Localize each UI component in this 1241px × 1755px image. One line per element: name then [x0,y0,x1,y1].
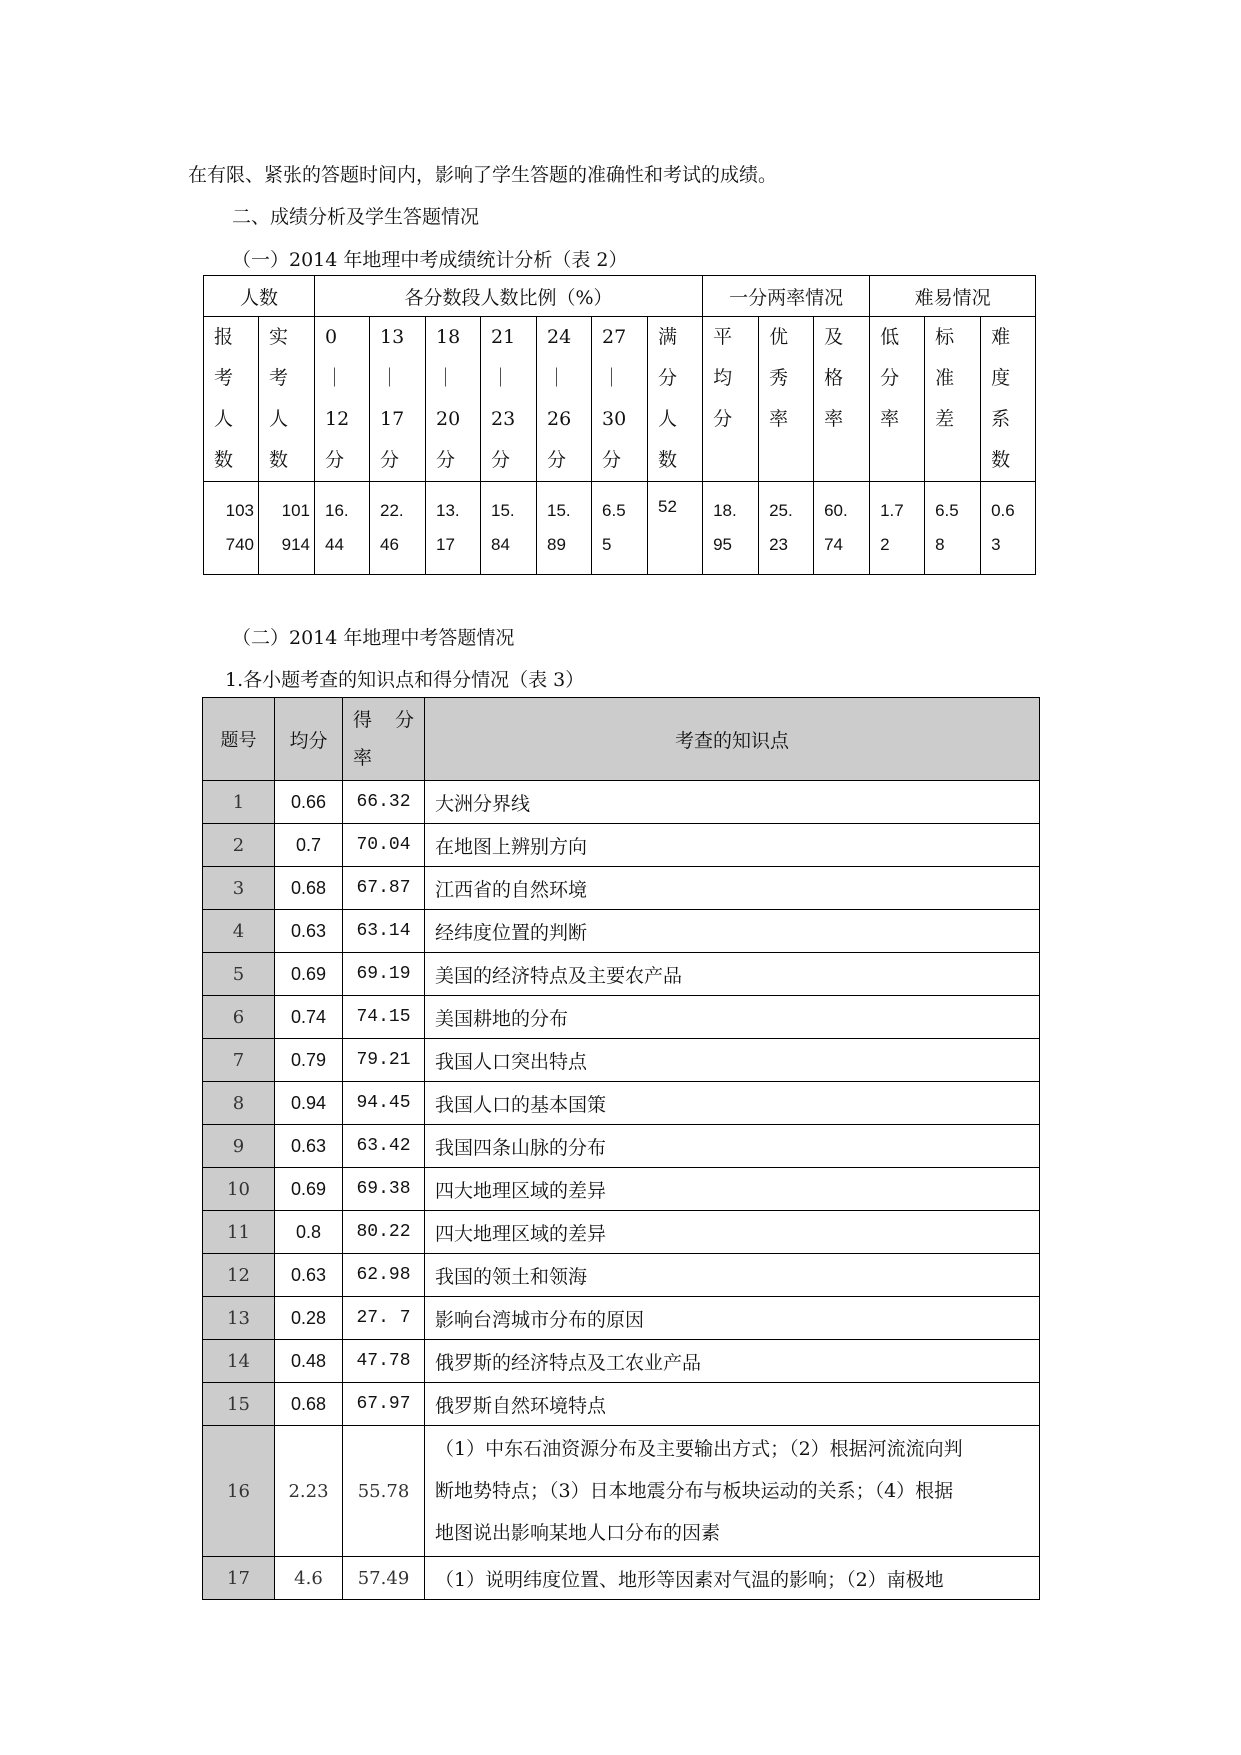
value-part: 46 [380,535,399,554]
average-score: 0.48 [275,1340,343,1383]
knowledge-point: 四大地理区域的差异 [425,1211,1040,1254]
question-number: 5 [203,953,275,996]
table-row [203,953,1040,996]
column-header [648,317,703,482]
value-part: 740 [225,535,254,554]
header-knowledge-point: 考查的知识点 [425,698,1040,781]
value-cell [759,482,814,575]
value-part: 2 [880,535,890,554]
value-part: 15. [491,501,515,520]
table2-column-header-row [204,317,1036,482]
column-header-char: 分 [491,449,511,471]
value-part: 18. [713,501,737,520]
value-cell [648,482,703,575]
column-header-char: 率 [769,408,789,430]
column-header-char: 均 [713,367,733,389]
table-row [203,1082,1040,1125]
value-part: 22. [380,501,404,520]
average-score: 0.8 [275,1211,343,1254]
question-number: 16 [203,1426,275,1557]
score-rate: 66.32 [343,781,425,824]
column-header-char: 13 [380,326,405,348]
average-score: 0.69 [275,953,343,996]
table-row [203,1039,1040,1082]
column-header-char: 难 [991,326,1011,348]
group-header-rates: 一分两率情况 [703,276,870,317]
knowledge-point: 俄罗斯的经济特点及工农业产品 [425,1340,1040,1383]
table-row [203,1297,1040,1340]
column-header-char: 17 [380,408,405,430]
knowledge-point: 影响台湾城市分布的原因 [425,1297,1040,1340]
score-rate: 74.15 [343,996,425,1039]
table-row [203,824,1040,867]
group-header-score-ranges: 各分数段人数比例（%） [315,276,703,317]
knowledge-point: 我国的领土和领海 [425,1254,1040,1297]
column-header-char: 度 [991,367,1011,389]
column-header-char: 准 [935,367,955,389]
column-header-char: 实 [269,326,289,348]
knowledge-point-line: 地图说出影响某地人口分布的因素 [435,1522,721,1544]
column-header-char: 标 [935,326,955,348]
value-cell [204,482,259,575]
column-header [370,317,426,482]
knowledge-point: 在地图上辨别方向 [425,824,1040,867]
header-question-number: 题号 [203,698,275,781]
table-row [203,1125,1040,1168]
average-score: 0.68 [275,867,343,910]
table2-group-header-row [204,276,1036,317]
score-rate: 27. 7 [343,1297,425,1340]
header-score-rate: 得 分 率 [343,698,425,781]
value-cell [370,482,426,575]
column-header-char: 30 [602,408,627,430]
column-header-char: 分 [658,367,678,389]
column-header-char: 低 [880,326,900,348]
question-number: 8 [203,1082,275,1125]
knowledge-point: 四大地理区域的差异 [425,1168,1040,1211]
value-cell [870,482,925,575]
column-header-char: 人 [214,408,234,430]
table-row [203,1557,1040,1600]
question-number: 15 [203,1383,275,1426]
column-header-char: 人 [658,408,678,430]
table-row [203,1426,1040,1557]
average-score: 0.66 [275,781,343,824]
average-score: 0.28 [275,1297,343,1340]
question-number: 14 [203,1340,275,1383]
group-header-difficulty: 难易情况 [870,276,1036,317]
group-header-count: 人数 [204,276,315,317]
column-header-char: 秀 [769,367,789,389]
value-part: 914 [281,535,311,554]
column-header-char: 12 [325,408,350,430]
knowledge-point: 我国人口突出特点 [425,1039,1040,1082]
column-header-char: 率 [824,408,844,430]
question-number: 12 [203,1254,275,1297]
score-rate: 69.19 [343,953,425,996]
knowledge-point: 美国的经济特点及主要农产品 [425,953,1040,996]
table-row [203,910,1040,953]
score-rate: 63.42 [343,1125,425,1168]
column-header [814,317,870,482]
column-header-char: 21 [491,326,516,348]
column-header [759,317,814,482]
score-rate: 47.78 [343,1340,425,1383]
value-part: 95 [713,535,732,554]
question-number: 3 [203,867,275,910]
average-score: 0.63 [275,1254,343,1297]
knowledge-point: 经纬度位置的判断 [425,910,1040,953]
table-row [203,1340,1040,1383]
column-header-char: 考 [269,367,289,389]
value-part: 6.5 [602,501,626,520]
question-number: 2 [203,824,275,867]
table-row [203,781,1040,824]
average-score: 0.74 [275,996,343,1039]
table-row [203,1383,1040,1426]
column-header-char: 数 [991,449,1011,471]
question-number: 7 [203,1039,275,1082]
column-header [703,317,759,482]
column-header-char: 系 [991,408,1011,430]
average-score: 0.63 [275,910,343,953]
column-header-char: 报 [214,326,234,348]
table2-caption: （一）2014 年地理中考成绩统计分析（表 2） [232,249,628,271]
column-header [925,317,981,482]
column-header-char: ｜ [547,367,567,389]
header-average-score: 均分 [275,698,343,781]
value-part: 74 [824,535,843,554]
question-number: 17 [203,1557,275,1600]
value-part: 89 [547,535,566,554]
column-header [204,317,259,482]
column-header-char: 数 [269,449,289,471]
value-part: 1.7 [880,501,904,520]
column-header-char: 18 [436,326,461,348]
column-header-char: ｜ [325,367,345,389]
column-header-char: 分 [547,449,567,471]
score-statistics-table [203,275,1036,575]
value-part: 8 [935,535,945,554]
value-part: 103 [225,501,254,520]
value-cell [925,482,981,575]
column-header [537,317,592,482]
average-score: 0.79 [275,1039,343,1082]
column-header-char: 27 [602,326,627,348]
table3-header-row [203,698,1040,781]
knowledge-point: 我国四条山脉的分布 [425,1125,1040,1168]
column-header-char: 数 [658,449,678,471]
average-score: 0.68 [275,1383,343,1426]
table-row [203,1254,1040,1297]
value-cell [481,482,537,575]
knowledge-point: 大洲分界线 [425,781,1040,824]
value-cell [315,482,370,575]
value-part: 60. [824,501,848,520]
knowledge-point: （1）说明纬度位置、地形等因素对气温的影响；（2）南极地 [425,1557,1040,1600]
score-rate: 80.22 [343,1211,425,1254]
value-cell [981,482,1036,575]
column-header-char: ｜ [380,367,400,389]
column-header-char: 满 [658,326,678,348]
score-rate: 94.45 [343,1082,425,1125]
column-header [981,317,1036,482]
value-cell [703,482,759,575]
value-part: 0.6 [991,501,1015,520]
column-header-char: 人 [269,408,289,430]
knowledge-point: 俄罗斯自然环境特点 [425,1383,1040,1426]
column-header [426,317,481,482]
score-rate: 69.38 [343,1168,425,1211]
column-header-char: 23 [491,408,516,430]
column-header-char: 平 [713,326,733,348]
column-header [592,317,648,482]
question-number: 11 [203,1211,275,1254]
score-rate: 67.97 [343,1383,425,1426]
question-number: 1 [203,781,275,824]
knowledge-point-line: 断地势特点；（3）日本地震分布与板块运动的关系；（4）根据 [435,1480,954,1502]
score-rate: 57.49 [343,1557,425,1600]
value-cell [426,482,481,575]
column-header-char: 24 [547,326,572,348]
value-cell [814,482,870,575]
column-header [481,317,537,482]
column-header-char: 率 [880,408,900,430]
value-part: 25. [769,501,793,520]
value-part: 101 [281,501,311,520]
column-header-char: 格 [824,367,844,389]
value-part: 15. [547,501,571,520]
value-cell [259,482,315,575]
column-header-char: 分 [436,449,456,471]
column-header-char: 差 [935,408,955,430]
column-header-char: 分 [380,449,400,471]
value-cell [537,482,592,575]
question-number: 9 [203,1125,275,1168]
column-header [315,317,370,482]
table3-caption: 1.各小题考查的知识点和得分情况（表 3） [225,669,585,691]
value-part: 52 [658,497,677,516]
knowledge-point [425,1426,1040,1557]
score-rate: 70.04 [343,824,425,867]
average-score: 0.63 [275,1125,343,1168]
column-header [870,317,925,482]
column-header-char: 数 [214,449,234,471]
value-part: 5 [602,535,612,554]
knowledge-point: 美国耕地的分布 [425,996,1040,1039]
table-row [203,867,1040,910]
paragraph-continuation: 在有限、紧张的答题时间内，影响了学生答题的准确性和考试的成绩。 [188,164,778,186]
column-header-char: 考 [214,367,234,389]
average-score: 0.94 [275,1082,343,1125]
column-header-char: ｜ [491,367,511,389]
average-score: 0.69 [275,1168,343,1211]
table2-values-row [204,482,1036,575]
value-part: 44 [325,535,344,554]
table-row [203,996,1040,1039]
column-header-char: 20 [436,408,461,430]
score-rate: 62.98 [343,1254,425,1297]
average-score: 4.6 [275,1557,343,1600]
column-header [259,317,315,482]
value-part: 23 [769,535,788,554]
value-part: 3 [991,535,1001,554]
column-header-char: 26 [547,408,572,430]
question-number: 10 [203,1168,275,1211]
knowledge-point-line: （1）中东石油资源分布及主要输出方式；（2）根据河流流向判 [435,1438,963,1460]
value-part: 16. [325,501,349,520]
column-header-char: 分 [880,367,900,389]
average-score: 0.7 [275,824,343,867]
column-header-char: 0 [325,326,338,348]
column-header-char: ｜ [436,367,456,389]
knowledge-points-table [202,697,1040,1600]
score-rate: 67.87 [343,867,425,910]
score-rate: 63.14 [343,910,425,953]
knowledge-point: 我国人口的基本国策 [425,1082,1040,1125]
value-part: 17 [436,535,455,554]
table-row [203,1211,1040,1254]
column-header-char: 及 [824,326,844,348]
value-part: 6.5 [935,501,959,520]
value-part: 84 [491,535,510,554]
column-header-char: ｜ [602,367,622,389]
table3-section-heading: （二）2014 年地理中考答题情况 [232,627,515,649]
table-row [203,1168,1040,1211]
knowledge-point: 江西省的自然环境 [425,867,1040,910]
average-score: 2.23 [275,1426,343,1557]
value-part: 13. [436,501,460,520]
column-header-char: 优 [769,326,789,348]
column-header-char: 分 [325,449,345,471]
question-number: 13 [203,1297,275,1340]
value-cell [592,482,648,575]
column-header-char: 分 [602,449,622,471]
score-rate: 55.78 [343,1426,425,1557]
section-heading: 二、成绩分析及学生答题情况 [232,206,480,228]
question-number: 4 [203,910,275,953]
score-rate: 79.21 [343,1039,425,1082]
question-number: 6 [203,996,275,1039]
column-header-char: 分 [713,408,733,430]
